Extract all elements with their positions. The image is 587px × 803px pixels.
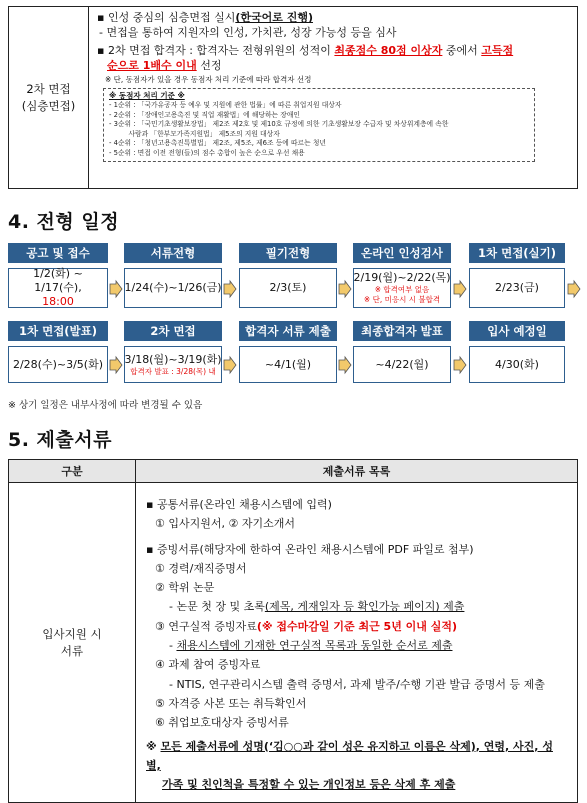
schedule-step-date: 1/2(화) ~ 1/17(수), 18:00: [8, 268, 108, 308]
schedule-step-date: ~4/1(월): [239, 346, 337, 383]
interview2-label: 2차 면접 (심층면접): [9, 7, 89, 188]
schedule-step-title: 공고 및 접수: [8, 243, 108, 263]
interview2-content: [89, 7, 577, 188]
interview2-tie-note: ※ 단, 동점자가 있을 경우 동점자 처리 기준에 따라 합격자 선정: [105, 75, 312, 84]
list-item: ③ 연구실적 증빙자료(※ 접수마감일 기준 최근 5년 이내 실적): [155, 619, 458, 633]
next-step-arrow-icon: [223, 280, 237, 298]
schedule-step-date: 4/30(화): [469, 346, 565, 383]
tie-break-rule: - 5순위 : 면접 이전 전형(들)의 점수 총합이 높은 순으로 우선 채용: [109, 148, 305, 157]
next-step-arrow-icon: [223, 356, 237, 374]
next-step-arrow-icon: [567, 280, 581, 298]
next-step-arrow-icon: [453, 280, 467, 298]
column-header-category: 구분: [9, 460, 136, 483]
tie-break-title: ※ 동점자 처리 기준 ※: [109, 91, 185, 100]
schedule-step-date: 3/18(월)~3/19(화) 합격자 발표 : 3/28(목) 내: [124, 346, 222, 383]
privacy-warning-cont: 가족 및 친인척을 특정할 수 있는 개인정보 등은 삭제 후 제출: [162, 778, 456, 792]
schedule-step-date: 1/24(수)~1/26(금): [124, 268, 222, 308]
schedule-step-date: 2/28(수)~3/5(화): [8, 346, 108, 383]
proof-docs-heading: ▪ 증빙서류(해당자에 한하여 온라인 채용시스템에 PDF 파일로 첨부): [146, 542, 474, 556]
list-item-sub: - 논문 첫 장 및 초록(제목, 게재일자 등 확인가능 페이지) 제출: [169, 600, 465, 614]
list-item: ① 경력/재직증명서: [155, 561, 247, 575]
schedule-step-date: 2/19(월)~2/22(목) ※ 합격여부 없음 ※ 단, 미응시 시 불합격: [353, 268, 451, 308]
documents-table: [8, 459, 578, 803]
column-header-documents: 제출서류 목록: [136, 460, 578, 483]
list-item: ⑤ 자격증 사본 또는 취득확인서: [155, 696, 307, 710]
tie-break-rule: - 2순위 : 「장애인고용촉진 및 직업 재활법」에 해당하는 장애인: [109, 110, 300, 119]
list-item-sub: - NTIS, 연구관리시스템 출력 증명서, 과제 발주/수행 기관 발급 증명서 등 제출: [169, 677, 545, 691]
schedule-step-date: 2/23(금): [469, 268, 565, 308]
schedule-step-title: 2차 면접: [124, 321, 222, 341]
next-step-arrow-icon: [453, 356, 467, 374]
schedule-step-title: 온라인 인성검사: [353, 243, 451, 263]
common-docs-heading: ▪ 공통서류(온라인 채용시스템에 입력): [146, 498, 332, 511]
next-step-arrow-icon: [109, 280, 123, 298]
schedule-step-title: 최종합격자 발표: [353, 321, 451, 341]
schedule-step-title: 1차 면접(발표): [8, 321, 108, 341]
tie-break-rule: - 3순위 : 「국민기초생활보장법」 제2조 제2호 및 제10호 규정에 의한 기초생활보장 수급자 및 차상위계층에 속한: [109, 120, 449, 129]
schedule-step-date: ~4/22(월): [353, 346, 451, 383]
next-step-arrow-icon: [109, 356, 123, 374]
category-cell: 입사지원 시 서류: [9, 483, 136, 803]
interview2-bullet1-sub: - 면접을 통하여 지원자의 인성, 가치관, 성장 가능성 등을 심사: [99, 26, 397, 39]
schedule-heading: 4. 전형 일정: [8, 211, 120, 233]
next-step-arrow-icon: [338, 356, 352, 374]
common-docs-items: ① 입사지원서, ② 자기소개서: [155, 517, 295, 531]
schedule-step-title: 입사 예정일: [469, 321, 565, 341]
schedule-step-title: 1차 면접(실기): [469, 243, 565, 263]
schedule-step-title: 서류전형: [124, 243, 222, 263]
list-item: ④ 과제 참여 증빙자료: [155, 658, 261, 672]
schedule-footnote: ※ 상기 일정은 내부사정에 따라 변경될 수 있음: [8, 400, 203, 411]
privacy-warning: ※ 모든 제출서류에 성명(‘김○○과 같이 성은 유지하고 이름은 삭제), 연령, 사진, 성별,: [146, 739, 553, 772]
list-item-sub: - 채용시스템에 기재한 연구실적 목록과 동일한 순서로 제출: [169, 639, 453, 653]
table-header-row: [9, 460, 578, 483]
schedule-step-date: 2/3(토): [239, 268, 337, 308]
list-item: ⑥ 취업보호대상자 증빙서류: [155, 716, 289, 730]
tie-break-criteria-box: [103, 88, 535, 162]
documents-heading: 5. 제출서류: [8, 429, 112, 451]
interview2-table: [8, 6, 578, 189]
schedule-step-title: 합격자 서류 제출: [239, 321, 337, 341]
table-row: [9, 483, 578, 803]
interview2-bullet2-cont: 순으로 1배수 이내 선정: [107, 59, 222, 72]
schedule-step-title: 필기전형: [239, 243, 337, 263]
tie-break-rule: - 4순위 : 「청년고용촉진특별법」 제2조, 제5조, 제6조 등에 따르는 청년: [109, 139, 326, 148]
interview2-bullet2: ▪ 2차 면접 합격자 : 합격자는 전형위원의 성적이 최종점수 80점 이상자 중에서 고득점: [97, 44, 514, 57]
tie-break-rule: - 1순위 : 「국가유공자 등 예우 및 지원에 관한 법률」에 따른 취업지원 대상자: [109, 101, 342, 109]
interview2-bullet1: ▪ 인성 중심의 심층면접 실시(한국어로 진행): [97, 11, 313, 24]
next-step-arrow-icon: [338, 280, 352, 298]
documents-list-cell: [136, 483, 578, 803]
tie-break-rule: 사람과 「한부모가족지원법」 제5조의 지원 대상자: [109, 129, 280, 138]
list-item: ② 학위 논문: [155, 581, 215, 595]
